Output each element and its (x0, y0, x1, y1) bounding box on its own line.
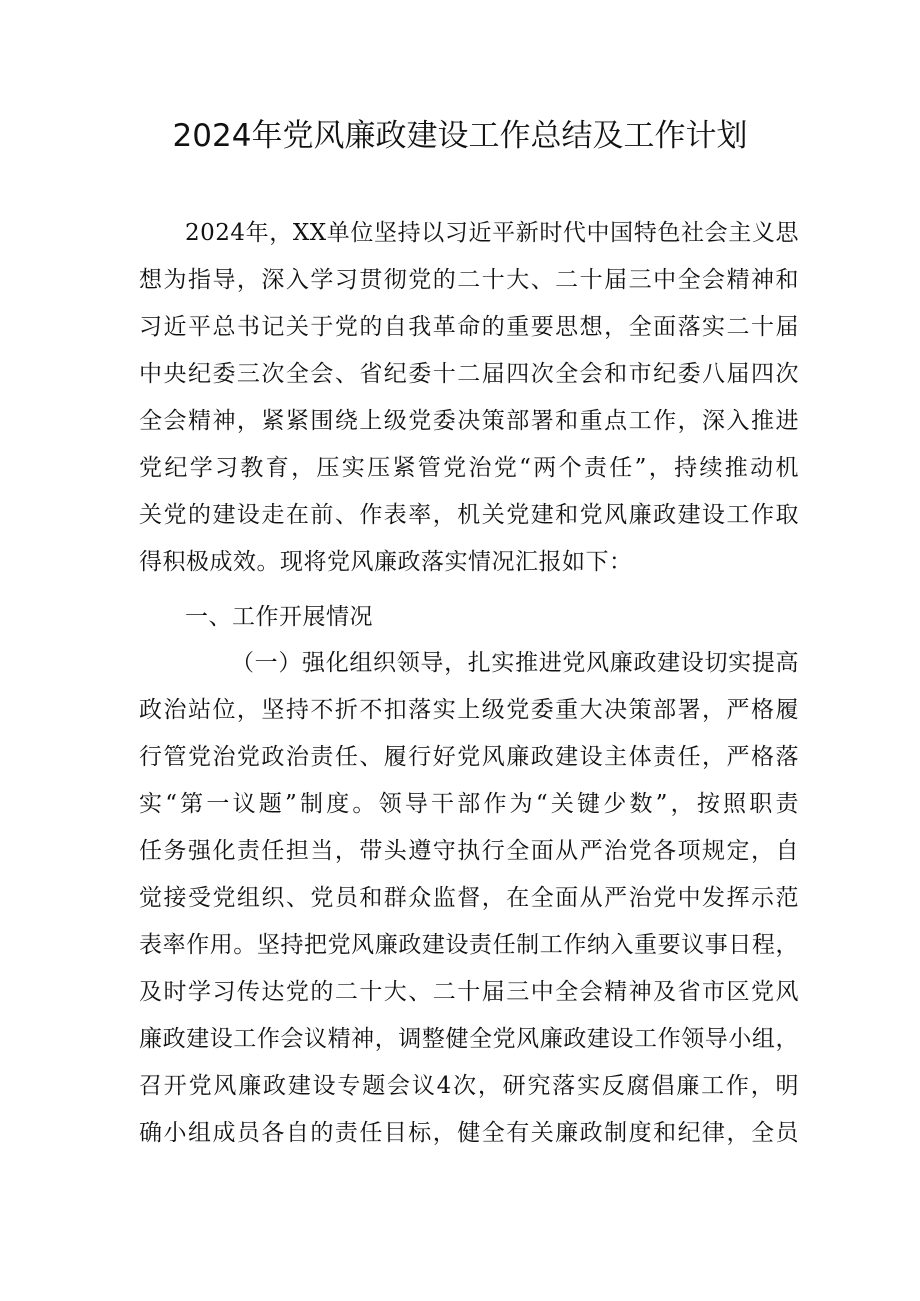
intro-line: 党纪学习教育，压实压紧管党治党“两个责任”，持续推动机 (139, 455, 799, 481)
intro-line: 想为指导，深入学习贯彻党的二十大、二十届三中全会精神和 (139, 267, 799, 293)
document-title: 2024年党风廉政建设工作总结及工作计划 (172, 118, 748, 154)
subsection-line: 实“第一议题”制度。领导干部作为“关键少数”，按照职责 (139, 791, 799, 817)
subsection-line: 确小组成员各自的责任目标，健全有关廉政制度和纪律，全员 (139, 1120, 799, 1146)
intro-line: 2024年，XX单位坚持以习近平新时代中国特色社会主义思 (185, 220, 799, 246)
subsection-line: 觉接受党组织、党员和群众监督，在全面从严治党中发挥示范 (139, 885, 799, 911)
section-heading: 一、工作开展情况 (185, 604, 373, 630)
intro-line: 全会精神，紧紧围绕上级党委决策部署和重点工作，深入推进 (139, 408, 799, 434)
subsection-line: 表率作用。坚持把党风廉政建设责任制工作纳入重要议事日程， (139, 932, 799, 958)
subsection-line: 任务强化责任担当，带头遵守执行全面从严治党各项规定，自 (139, 838, 799, 864)
intro-line: 中央纪委三次全会、省纪委十二届四次全会和市纪委八届四次 (139, 361, 799, 387)
subsection-line: 行管党治党政治责任、履行好党风廉政建设主体责任，严格落 (139, 744, 799, 770)
intro-line: 得积极成效。现将党风廉政落实情况汇报如下： (139, 549, 633, 575)
subsection-line: 政治站位，坚持不折不扣落实上级党委重大决策部署，严格履 (139, 697, 799, 723)
subsection-line: 及时学习传达党的二十大、二十届三中全会精神及省市区党风 (139, 979, 799, 1005)
intro-line: 关党的建设走在前、作表率，机关党建和党风廉政建设工作取 (139, 502, 799, 528)
intro-line: 习近平总书记关于党的自我革命的重要思想，全面落实二十届 (139, 314, 799, 340)
subsection-line: （一）强化组织领导，扎实推进党风廉政建设切实提高 (231, 650, 799, 676)
subsection-line: 廉政建设工作会议精神，调整健全党风廉政建设工作领导小组， (139, 1026, 799, 1052)
subsection-line: 召开党风廉政建设专题会议4次，研究落实反腐倡廉工作，明 (139, 1073, 799, 1099)
